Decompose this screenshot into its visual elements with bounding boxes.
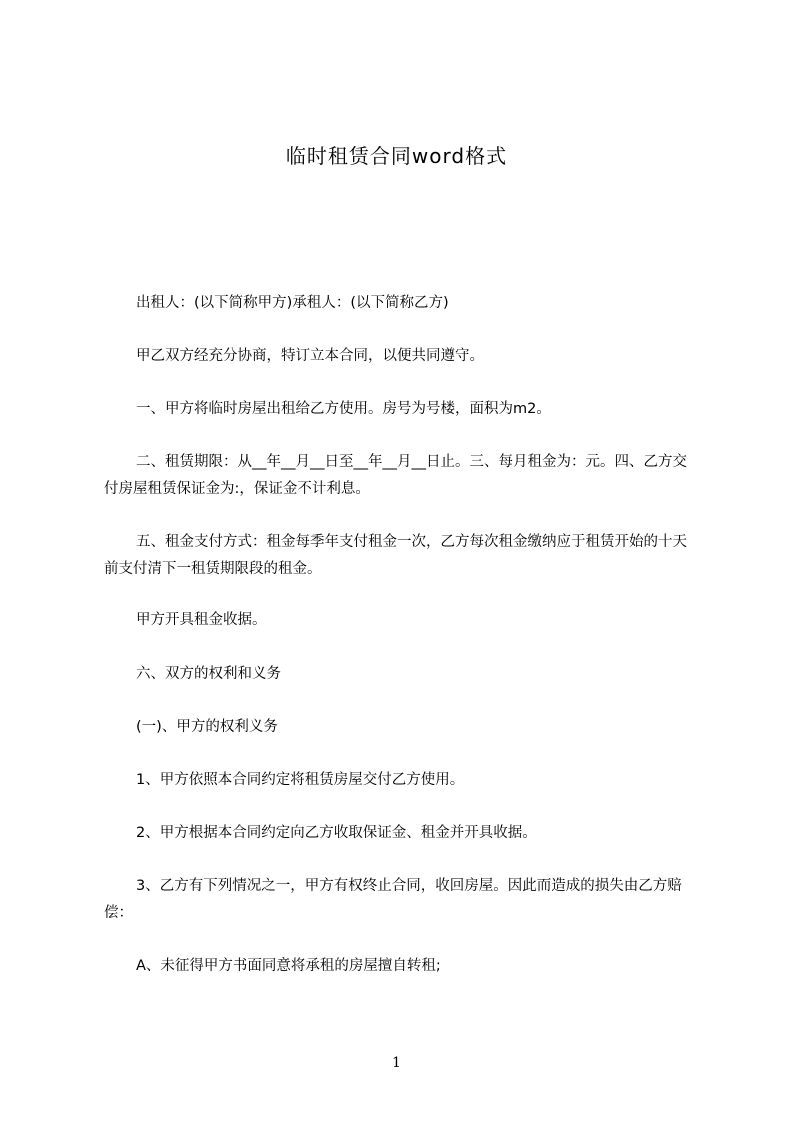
- paragraph-item-2: 2、甲方根据本合同约定向乙方收取保证金、租金并开具收据。: [136, 825, 537, 841]
- paragraph-party-a-rights: (一)、甲方的权利义务: [136, 719, 278, 735]
- paragraph-clause-5: 五、租金支付方式：租金每季年支付租金一次，乙方每次租金缴纳应于租赁开始的十天前支付清下一租赁期限段的租金。: [104, 534, 687, 577]
- paragraph-agreement: 甲乙双方经充分协商，特订立本合同，以便共同遵守。: [136, 348, 484, 364]
- paragraph-clause-2-4: 二、租赁期限：从__年__月__日至__年__月__日止。三、每月租金为：元。四、乙方交付房屋租赁保证金为:，保证金不计利息。: [104, 454, 687, 497]
- paragraph-parties: 出租人：(以下简称甲方)承租人：(以下简称乙方): [136, 295, 449, 311]
- paragraph-item-a: A、未征得甲方书面同意将承租的房屋擅自转租;: [136, 958, 441, 974]
- paragraph-clause-1: 一、甲方将临时房屋出租给乙方使用。房号为号楼，面积为m2。: [136, 401, 551, 417]
- page-number: 1: [392, 1055, 401, 1071]
- paragraph-receipt: 甲方开具租金收据。: [136, 612, 267, 628]
- document-title: 临时租赁合同word格式: [285, 144, 508, 168]
- paragraph-item-3: 3、乙方有下列情况之一，甲方有权终止合同，收回房屋。因此而造成的损失由乙方赔偿：: [104, 878, 682, 921]
- paragraph-item-1: 1、甲方依照本合同约定将租赁房屋交付乙方使用。: [136, 772, 465, 788]
- paragraph-clause-6: 六、双方的权利和义务: [136, 666, 281, 682]
